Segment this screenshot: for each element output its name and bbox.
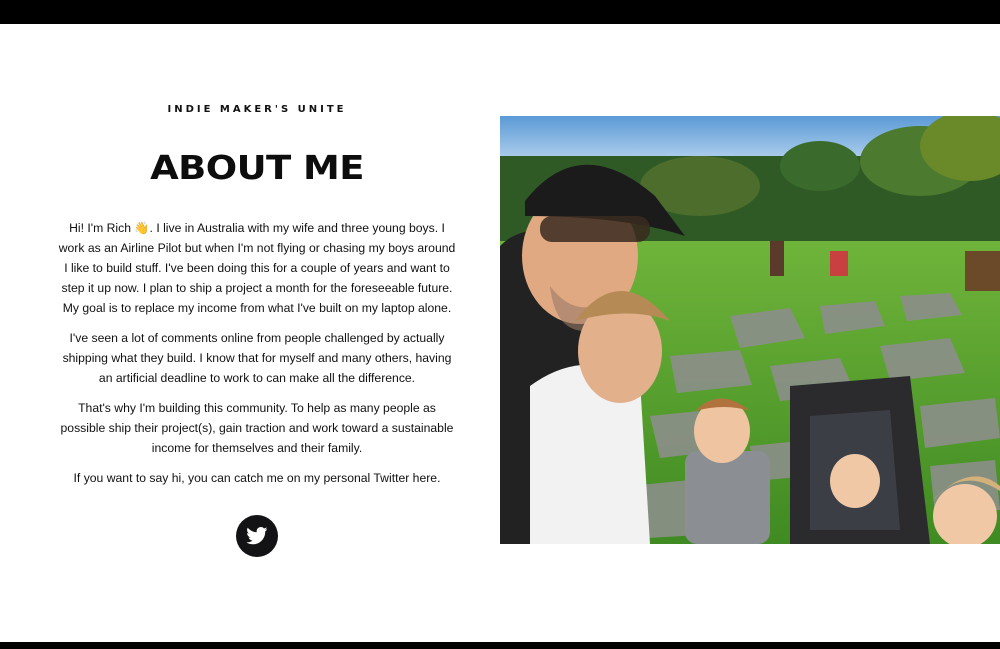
about-paragraph-4: If you want to say hi, you can catch me on my personal Twitter here. xyxy=(73,471,441,485)
section-eyebrow: INDIE MAKER'S UNITE xyxy=(167,104,347,115)
family-photo-image xyxy=(500,116,1000,544)
about-paragraph-2: I've seen a lot of comments online from people challenged by actually shipping what they build. I know that for myself and many others, having an artificial deadline to work to can make all the difference. xyxy=(62,331,452,385)
about-section xyxy=(57,0,457,649)
page-title: ABOUT ME xyxy=(150,148,364,187)
about-body xyxy=(57,218,457,498)
twitter-icon xyxy=(246,527,268,545)
about-paragraph-3: That's why I'm building this community. To help as many people as possible ship their project(s), gain traction and work toward a sustainable income for themselves and their family. xyxy=(60,401,454,455)
family-photo xyxy=(500,116,1000,544)
bottom-bar xyxy=(0,642,1000,649)
about-paragraph-1: Hi! I'm Rich 👋. I live in Australia with my wife and three young boys. I work as an Airline Pilot but when I'm not flying or chasing my boys around I like to build stuff. I've been doing this for a couple of years and want to step it up now. I plan to ship a project a month for the foreseeable future. My goal is to replace my income from what I've built on my laptop alone. xyxy=(58,221,456,315)
twitter-button[interactable] xyxy=(236,515,278,557)
